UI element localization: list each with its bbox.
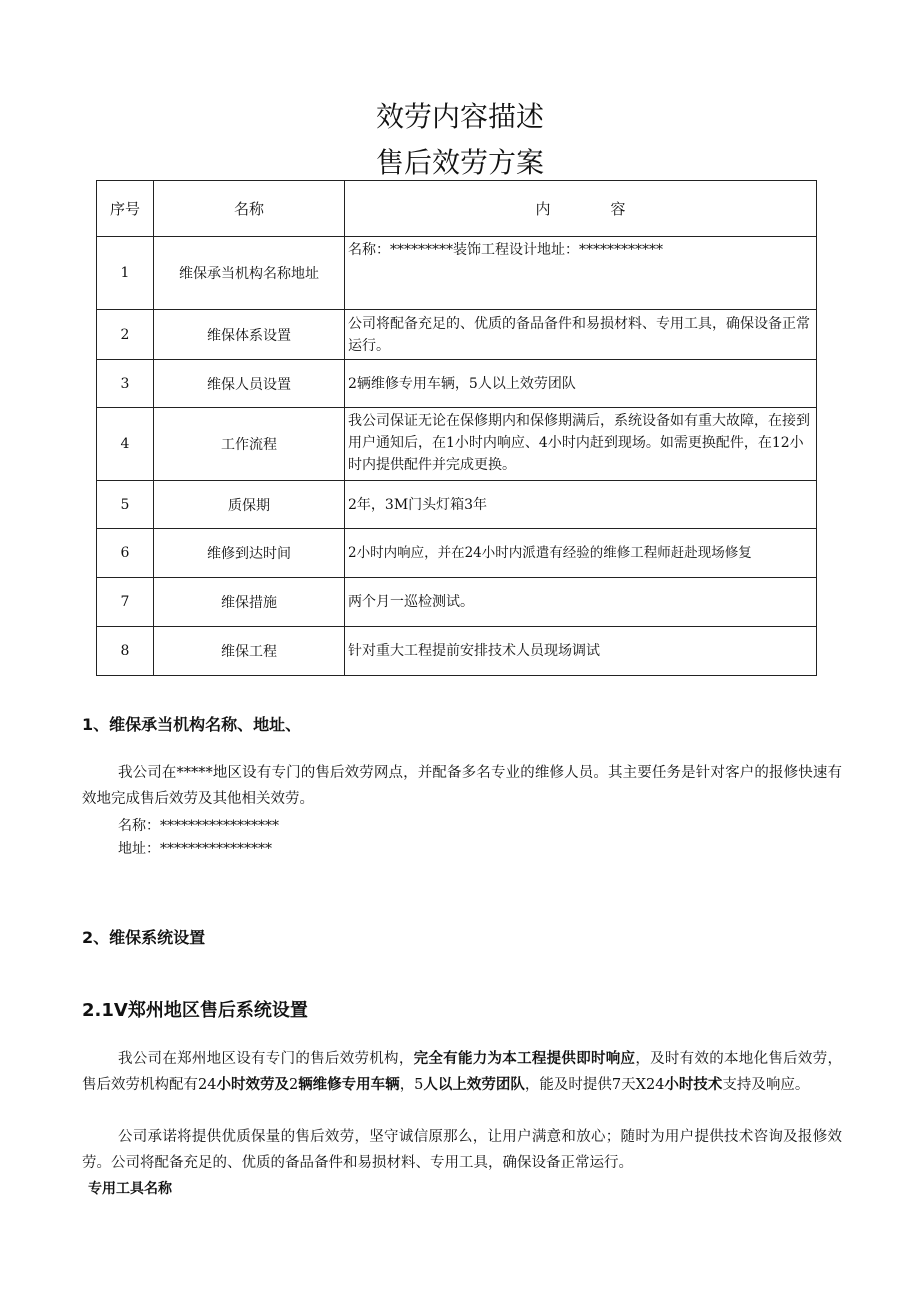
row-no: 3 [97,360,154,408]
row-name: 维保工程 [154,627,345,676]
row-name: 维修到达时间 [154,529,345,578]
row-name: 维保人员设置 [154,360,345,408]
page-title: 效劳内容描述 [375,100,544,133]
row-no: 7 [97,578,154,627]
row-content: 我公司保证无论在保修期内和保修期满后，系统设备如有重大故障，在接到用户通知后，在1小时内响应、4小时内赶到现场。如需更换配件，在12小时内提供配件并完成更换。 [345,408,817,481]
row-no: 8 [97,627,154,676]
row-no: 5 [97,481,154,529]
header-no: 序号 [97,181,154,237]
page-subtitle: 售后效劳方案 [375,146,544,179]
text-run: 支持及响应。 [722,1077,810,1093]
table-row [97,360,817,408]
row-no: 6 [97,529,154,578]
table-row [97,578,817,627]
row-name: 维保承当机构名称地址 [154,237,345,310]
row-no: 4 [97,408,154,481]
section21-heading: 2.1V郑州地区售后系统设置 [82,1000,308,1021]
table-row [97,627,817,676]
section1-paragraph: 我公司在*****地区设有专门的售后效劳网点，并配备多名专业的维修人员。其主要任务是针对客户的报修快速有效地完成售后效劳及其他相关效劳。 [82,765,842,807]
table-row [97,529,817,578]
row-content: 2辆维修专用车辆，5人以上效劳团队 [345,360,817,408]
row-name: 维保措施 [154,578,345,627]
section2-heading: 2、维保系统设置 [82,928,206,947]
row-name: 维保体系设置 [154,310,345,360]
row-content: 两个月一巡检测试。 [345,578,817,627]
text-run: 2 [288,1077,299,1093]
text-run-bold: 小时技术 [664,1077,723,1093]
tools-label: 专用工具名称 [88,1181,172,1197]
text-run: ，能及时提供7天X24 [524,1077,665,1093]
header-name: 名称 [154,181,345,237]
row-content: 2年，3M门头灯箱3年 [345,481,817,529]
row-content: 针对重大工程提前安排技术人员现场调试 [345,627,817,676]
row-content: 名称：*********装饰工程设计地址：************ [345,237,817,310]
text-run-bold: 人以上效劳团队 [423,1077,525,1093]
service-table [96,180,817,676]
table-row [97,237,817,310]
row-no: 1 [97,237,154,310]
text-run: ，及时有效的本地化售后效劳，售后效劳机构配有24 [82,1051,842,1093]
table-row [97,408,817,481]
table-row [97,310,817,360]
text-run-bold: 小时效劳及 [216,1077,289,1093]
org-address-line: 地址：**************** [118,841,272,857]
section21-paragraph2: 公司承诺将提供优质保量的售后效劳，坚守诚信原那么，让用户满意和放心；随时为用户提供技术咨询及报修效劳。公司将配备充足的、优质的备品备件和易损材料、专用工具，确保设备正常运行。 [82,1129,842,1171]
text-run: ，5 [399,1077,424,1093]
header-content: 内容 [345,181,817,237]
table-header-row [97,181,817,237]
row-content: 2小时内响应，并在24小时内派遣有经验的维修工程师赶赴现场修复 [345,529,817,578]
text-run: 我公司在郑州地区设有专门的售后效劳机构， [118,1051,414,1067]
org-name-line: 名称：***************** [118,818,279,834]
text-run-bold: 完全有能力为本工程提供即时响应 [413,1051,636,1067]
text-run-bold: 辆维修专用车辆 [298,1077,400,1093]
row-name: 工作流程 [154,408,345,481]
section1-heading: 1、维保承当机构名称、地址、 [82,715,302,734]
table-row [97,481,817,529]
row-no: 2 [97,310,154,360]
section21-paragraph1 [82,1046,842,1098]
row-name: 质保期 [154,481,345,529]
row-content: 公司将配备充足的、优质的备品备件和易损材料、专用工具，确保设备正常运行。 [345,310,817,360]
